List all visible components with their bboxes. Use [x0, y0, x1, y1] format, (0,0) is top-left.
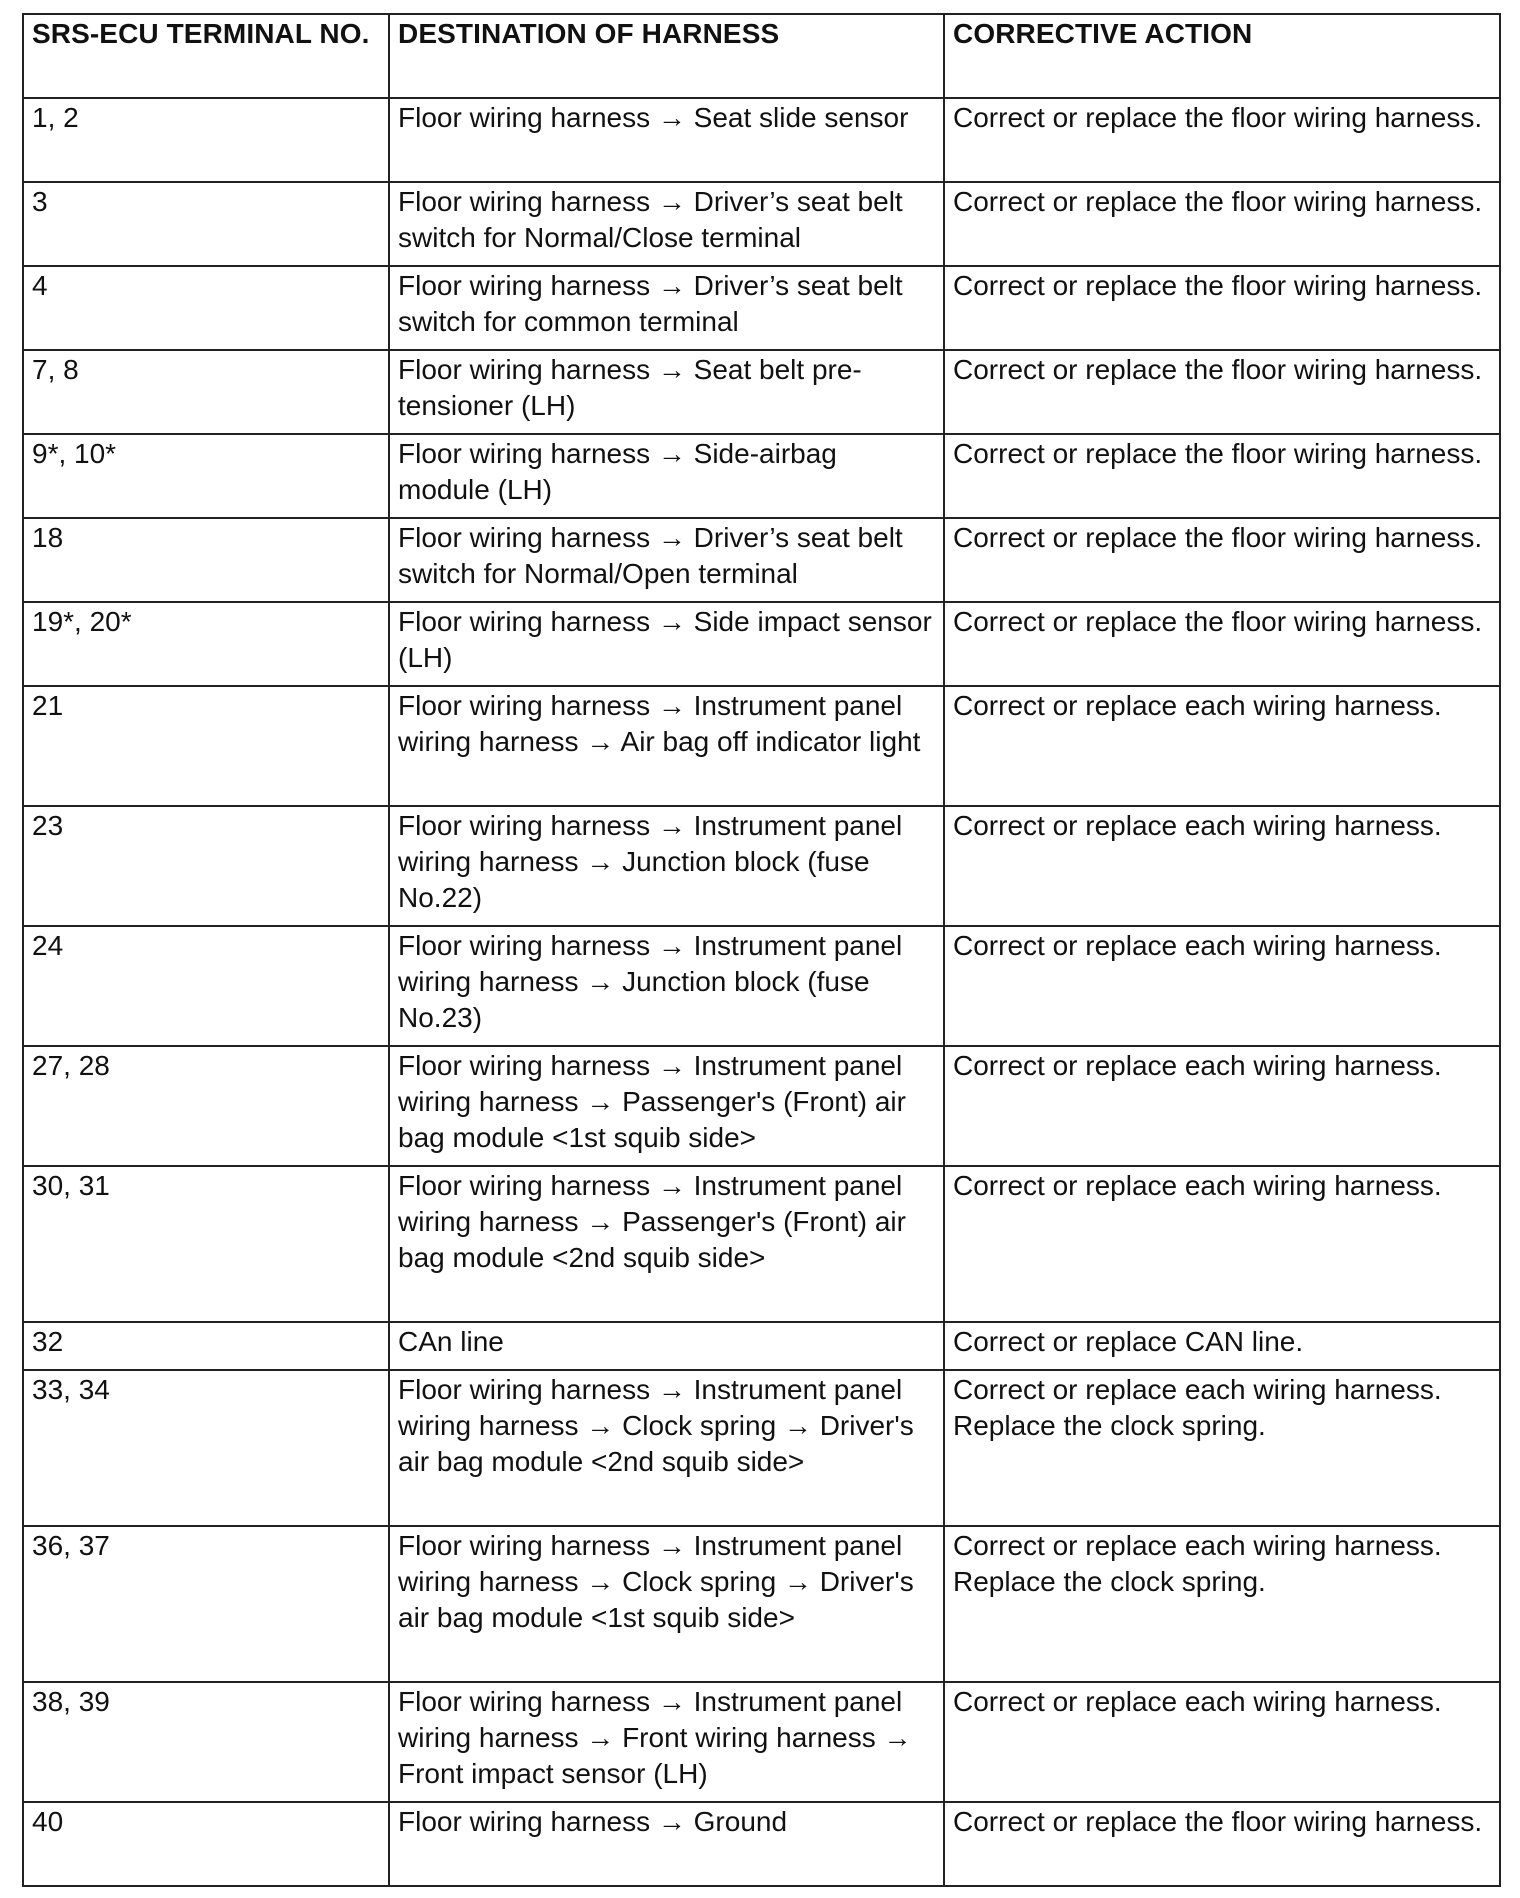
action-cell: Correct or replace CAN line.	[944, 1322, 1500, 1370]
table-header-row	[23, 14, 1500, 98]
destination-cell: Floor wiring harness → Side impact sensor (LH)	[389, 602, 944, 686]
terminal-cell: 38, 39	[23, 1682, 389, 1802]
table-row	[23, 434, 1500, 518]
table-row	[23, 98, 1500, 182]
action-cell: Correct or replace each wiring harness.	[944, 686, 1500, 806]
destination-cell: Floor wiring harness → Instrument panel wiring harness → Passenger's (Front) air bag module <2nd squib side>	[389, 1166, 944, 1322]
terminal-cell: 7, 8	[23, 350, 389, 434]
destination-cell: Floor wiring harness → Driver’s seat belt switch for Normal/Close terminal	[389, 182, 944, 266]
table-row	[23, 926, 1500, 1046]
destination-cell: CAn line	[389, 1322, 944, 1370]
table-row	[23, 350, 1500, 434]
terminal-cell: 32	[23, 1322, 389, 1370]
destination-cell: Floor wiring harness → Instrument panel wiring harness → Front wiring harness → Front impact sensor (LH)	[389, 1682, 944, 1802]
destination-cell: Floor wiring harness → Driver’s seat belt switch for common terminal	[389, 266, 944, 350]
terminal-cell: 23	[23, 806, 389, 926]
destination-cell: Floor wiring harness → Ground	[389, 1802, 944, 1886]
action-cell: Correct or replace the floor wiring harness.	[944, 182, 1500, 266]
table-row	[23, 182, 1500, 266]
terminal-cell: 27, 28	[23, 1046, 389, 1166]
destination-cell: Floor wiring harness → Instrument panel wiring harness → Passenger's (Front) air bag module <1st squib side>	[389, 1046, 944, 1166]
destination-cell: Floor wiring harness → Driver’s seat belt switch for Normal/Open terminal	[389, 518, 944, 602]
table-row	[23, 518, 1500, 602]
action-cell: Correct or replace each wiring harness. Replace the clock spring.	[944, 1526, 1500, 1682]
terminal-table-container	[22, 13, 1499, 1887]
terminal-cell: 4	[23, 266, 389, 350]
table-row	[23, 1802, 1500, 1886]
action-cell: Correct or replace each wiring harness.	[944, 1046, 1500, 1166]
terminal-cell: 1, 2	[23, 98, 389, 182]
action-cell: Correct or replace the floor wiring harness.	[944, 602, 1500, 686]
action-cell: Correct or replace the floor wiring harness.	[944, 98, 1500, 182]
action-cell: Correct or replace each wiring harness. Replace the clock spring.	[944, 1370, 1500, 1526]
action-cell: Correct or replace the floor wiring harness.	[944, 518, 1500, 602]
action-cell: Correct or replace the floor wiring harness.	[944, 1802, 1500, 1886]
action-cell: Correct or replace each wiring harness.	[944, 926, 1500, 1046]
table-row	[23, 806, 1500, 926]
terminal-cell: 40	[23, 1802, 389, 1886]
terminal-cell: 21	[23, 686, 389, 806]
destination-cell: Floor wiring harness → Side-airbag module (LH)	[389, 434, 944, 518]
header-action: CORRECTIVE ACTION	[944, 14, 1500, 98]
terminal-cell: 36, 37	[23, 1526, 389, 1682]
terminal-cell: 30, 31	[23, 1166, 389, 1322]
destination-cell: Floor wiring harness → Seat slide sensor	[389, 98, 944, 182]
action-cell: Correct or replace the floor wiring harness.	[944, 266, 1500, 350]
action-cell: Correct or replace each wiring harness.	[944, 1166, 1500, 1322]
terminal-cell: 33, 34	[23, 1370, 389, 1526]
action-cell: Correct or replace each wiring harness.	[944, 1682, 1500, 1802]
action-cell: Correct or replace each wiring harness.	[944, 806, 1500, 926]
destination-cell: Floor wiring harness → Instrument panel wiring harness → Junction block (fuse No.23)	[389, 926, 944, 1046]
header-destination: DESTINATION OF HARNESS	[389, 14, 944, 98]
terminal-cell: 3	[23, 182, 389, 266]
table-row	[23, 1322, 1500, 1370]
destination-cell: Floor wiring harness → Instrument panel wiring harness → Clock spring → Driver's air bag module <2nd squib side>	[389, 1370, 944, 1526]
table-row	[23, 1682, 1500, 1802]
action-cell: Correct or replace the floor wiring harness.	[944, 350, 1500, 434]
table-row	[23, 686, 1500, 806]
terminal-table	[22, 13, 1501, 1887]
action-cell: Correct or replace the floor wiring harness.	[944, 434, 1500, 518]
table-row	[23, 1370, 1500, 1526]
destination-cell: Floor wiring harness → Instrument panel wiring harness → Air bag off indicator light	[389, 686, 944, 806]
header-terminal: SRS-ECU TERMINAL NO.	[23, 14, 389, 98]
table-row	[23, 266, 1500, 350]
terminal-cell: 18	[23, 518, 389, 602]
table-row	[23, 1046, 1500, 1166]
table-row	[23, 1166, 1500, 1322]
table-row	[23, 1526, 1500, 1682]
table-row	[23, 602, 1500, 686]
terminal-cell: 9*, 10*	[23, 434, 389, 518]
destination-cell: Floor wiring harness → Instrument panel wiring harness → Junction block (fuse No.22)	[389, 806, 944, 926]
terminal-cell: 19*, 20*	[23, 602, 389, 686]
terminal-cell: 24	[23, 926, 389, 1046]
destination-cell: Floor wiring harness → Instrument panel wiring harness → Clock spring → Driver's air bag module <1st squib side>	[389, 1526, 944, 1682]
destination-cell: Floor wiring harness → Seat belt pre-tensioner (LH)	[389, 350, 944, 434]
